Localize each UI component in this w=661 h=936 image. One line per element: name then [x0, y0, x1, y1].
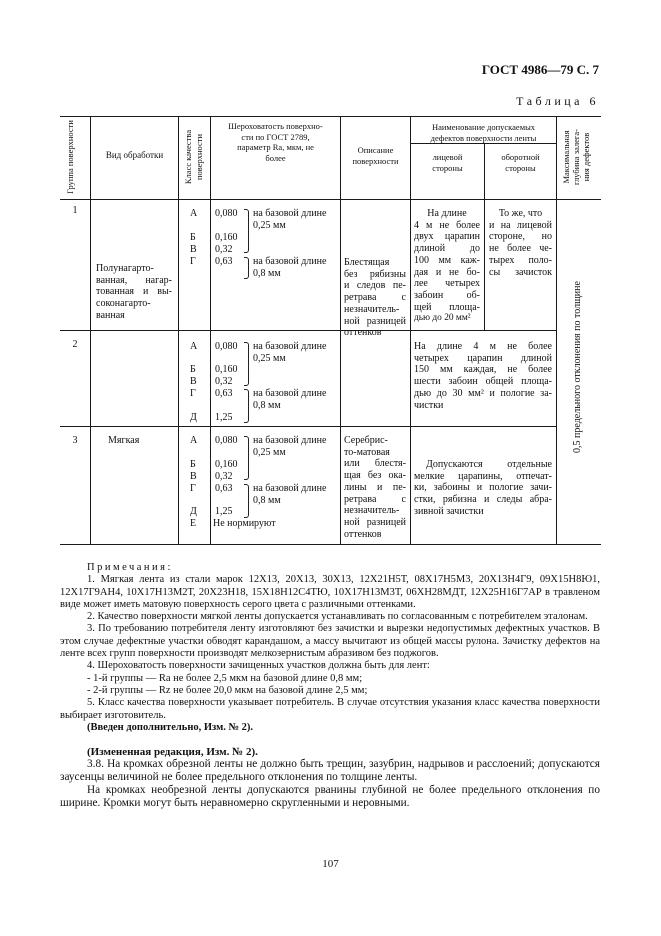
- defects-line: дью до 30 мм² и пологие за-: [414, 387, 552, 399]
- base-line: 0,25 мм: [253, 446, 286, 458]
- header-line: Максимальная: [561, 130, 571, 184]
- defects-line: шести забоин общей площа-: [414, 376, 552, 388]
- column-rule: [410, 116, 411, 544]
- page-header: ГОСТ 4986—79 С. 7: [481, 62, 599, 77]
- row2-class-a: А: [190, 341, 198, 352]
- brace: [244, 257, 249, 279]
- header-line: Описание: [357, 145, 394, 155]
- header-line: поверхности: [352, 155, 399, 166]
- row2-value-g: 0,63: [215, 388, 233, 399]
- face-line: На длине: [427, 208, 467, 219]
- row3-value-g: 0,63: [215, 483, 233, 494]
- note-4a: - 1-й группы — Ra не более 2,5 мкм на базовой длине 0,8 мм;: [87, 672, 363, 684]
- column-rule: [556, 116, 557, 544]
- back-line: и на лицевой: [489, 219, 552, 231]
- defects-line: 150 мм каждая, не более: [414, 364, 552, 376]
- kind-line: соконагарто-: [96, 298, 151, 310]
- row1-value-b: 0,160: [215, 232, 238, 243]
- face-side-header: [411, 152, 484, 173]
- base-line: 0,8 мм: [253, 494, 281, 506]
- kind-line: Полунагарто-: [96, 263, 154, 274]
- row1-face-defects: [414, 208, 480, 325]
- row2-value-b: 0,160: [215, 364, 238, 375]
- row2-value-a: 0,080: [215, 341, 238, 352]
- defects-line: стки, рябизна и следы абра-: [414, 494, 552, 506]
- row12-description: [344, 257, 406, 339]
- base-line: 0,25 мм: [253, 219, 286, 231]
- column-rule: [90, 116, 91, 544]
- row-divider: [60, 426, 556, 427]
- column-rule: [178, 116, 179, 544]
- notes-section: [60, 562, 600, 810]
- row3-class-b: Б: [190, 459, 196, 470]
- header-line: ния дефектов: [581, 132, 591, 182]
- row1-base-a: [253, 208, 326, 231]
- clause-3-8: 3.8. На кромках обрезной ленты не должно быть трещин, зазубрин, надрывов и расслоений; допускаются заусенцы величиной не более предельного отклонения по толщине ленты.: [60, 758, 600, 784]
- header-line: более: [265, 152, 286, 163]
- header-line: стороны: [432, 162, 463, 173]
- page-number: 107: [322, 858, 339, 870]
- header-line: Шероховатость поверхно-: [228, 121, 323, 131]
- back-side-header: [485, 152, 556, 173]
- row3-value-v: 0,32: [215, 471, 233, 482]
- base-line: 0,8 мм: [253, 267, 281, 279]
- desc-line: и следов пе-: [344, 280, 406, 292]
- note-3: 3. По требованию потребителя ленту изготовляют без зачистки и вырезки недопустимых дефектных участков. В этом случае дефектные участки обводят карандашом, а массу вычитают из общей массы рулона. Зачистку дефектов на ленте всех групп поверхности производят мелкозернистым абразивом без поджогов.: [60, 623, 600, 660]
- row3-class-v: В: [190, 471, 197, 482]
- row1-value-g: 0,63: [215, 256, 233, 267]
- row1-value-a: 0,080: [215, 208, 238, 219]
- row3-class-a: А: [190, 435, 198, 446]
- base-line: на базовой длине: [253, 435, 327, 446]
- desc-line: ной разницей: [344, 516, 406, 528]
- max-depth-column-header: [561, 121, 591, 193]
- header-line: лицевой: [432, 152, 463, 162]
- row2-base-b: [253, 388, 326, 411]
- base-line: 0,8 мм: [253, 399, 281, 411]
- defects-line: чистки: [414, 399, 444, 411]
- brace: [244, 389, 249, 423]
- defects-line: Допускаются отдельные: [426, 459, 552, 470]
- note-amendment: (Введен дополнительно, Изм. № 2).: [87, 721, 254, 733]
- row3-base-a: [253, 435, 326, 458]
- class-column-header: Класс качества поверхности: [183, 129, 204, 185]
- header-line: стороны: [505, 162, 536, 173]
- desc-line: незначитель-: [344, 303, 400, 315]
- roughness-column-header: [212, 121, 339, 163]
- base-line: на базовой длине: [253, 208, 327, 219]
- row3-value-b: 0,160: [215, 459, 238, 470]
- face-line: лее четырех: [414, 278, 480, 290]
- row1-kind: [96, 263, 172, 322]
- defects-line: зивной зачистки: [414, 505, 484, 517]
- back-line: не более че-: [489, 243, 552, 255]
- row2-value-d: 1,25: [215, 412, 233, 423]
- row2-class-d: Д: [190, 412, 197, 423]
- face-line: длиной до: [414, 243, 480, 255]
- header-bottom-rule: [60, 199, 601, 200]
- defects-line: На длине 4 м не более: [414, 341, 552, 352]
- row2-value-v: 0,32: [215, 376, 233, 387]
- base-line: 0,25 мм: [253, 352, 286, 364]
- row3-class-d: Д: [190, 506, 197, 517]
- desc-line: ретрава с: [344, 292, 406, 304]
- row2-class-b: Б: [190, 364, 196, 375]
- row2-class-g: Г: [190, 388, 196, 399]
- notes-title: Примечания:: [87, 562, 173, 573]
- row1-class-g: Г: [190, 256, 196, 267]
- row3-value-e: Не нормируют: [213, 518, 276, 529]
- brace: [244, 436, 249, 480]
- row1-class-a: А: [190, 208, 198, 219]
- note-4b: - 2-й группы — Rz не более 20,0 мкм на базовой длине 2,5 мм;: [87, 684, 368, 696]
- row3-base-b: [253, 483, 326, 506]
- row1-class-b: Б: [190, 232, 196, 243]
- desc-line: щая без ока-: [344, 470, 406, 482]
- brace: [244, 209, 249, 253]
- row3-value-a: 0,080: [215, 435, 238, 446]
- desc-line: без рябизны: [344, 268, 406, 280]
- row1-class-v: В: [190, 244, 197, 255]
- face-line: дью до 20 мм²: [414, 313, 471, 324]
- desc-line: то-матовая: [344, 446, 390, 458]
- kind-line: тованная и вы-: [96, 286, 172, 298]
- row3-class-e: Е: [190, 518, 197, 529]
- note-4: 4. Шероховатость поверхности зачищенных участков должна быть для лент:: [87, 660, 430, 672]
- table-bottom-rule: [60, 544, 601, 545]
- back-line: сы зачисток: [489, 266, 552, 278]
- note-1: 1. Мягкая лента из стали марок 12Х13, 20Х13, 30Х13, 12Х21Н5Т, 08Х17Н5М3, 20Х13Н4Г9, 09Х15Н8Ю1, 12Х17Г9АН4, 10Х17Н13М2Т, 20Х23Н18, 15Х18Н12С4ТЮ, 10Х17Н13М3Т, 06ХН28МДТ, 12Х25Н16Г7АР в травленом виде может иметь матовую поверхность серого цвета с различными оттенками.: [60, 574, 600, 610]
- row2-defects: [414, 341, 552, 411]
- back-line: тырех поло-: [489, 254, 552, 266]
- back-line: То же, что: [498, 208, 543, 219]
- desc-line: незначитель-: [344, 505, 400, 517]
- defects-line: мелкие царапины, отпечат-: [414, 470, 552, 482]
- row2-base-a: [253, 341, 326, 364]
- face-line: дая и не бо-: [414, 266, 480, 278]
- row2-group: 2: [72, 339, 78, 350]
- desc-line: оттенков: [344, 327, 382, 339]
- header-line: сти по ГОСТ 2789,: [241, 131, 310, 142]
- row3-value-d: 1,25: [215, 506, 233, 517]
- defects-line: четырех царапин длиной: [414, 352, 552, 364]
- column-rule: [210, 116, 211, 544]
- column-rule: [340, 116, 341, 544]
- defects-line: ки, забоины и пологие зачи-: [414, 482, 552, 494]
- face-line: щей площа-: [414, 301, 480, 313]
- kind-column-header: Вид обработки: [105, 150, 164, 160]
- table-caption: Таблица 6: [516, 94, 599, 108]
- brace: [244, 484, 249, 518]
- header-line: дефектов поверхности ленты: [430, 132, 537, 143]
- max-depth-value: 0,5 предельного отклонения по толщине: [572, 281, 583, 453]
- back-line: стороне, но: [489, 231, 552, 243]
- brace: [244, 342, 249, 386]
- base-line: на базовой длине: [253, 388, 327, 399]
- edition-note: (Измененная редакция, Изм. № 2).: [87, 746, 258, 759]
- base-line: на базовой длине: [253, 483, 327, 494]
- face-line: 100 мм каж-: [414, 254, 480, 266]
- row1-back-defects: [489, 208, 552, 278]
- row3-kind: Мягкая: [108, 435, 140, 446]
- note-5: 5. Класс качества поверхности указывает потребитель. В случае отсутствия указания класс качества поверхности выбирает изготовитель.: [60, 697, 600, 721]
- desc-line: ной разницей: [344, 315, 406, 327]
- desc-line: лины и пе-: [344, 481, 406, 493]
- note-2: 2. Качество поверхности мягкой ленты допускается устанавливать по согласованным с потребителем эталонам.: [87, 611, 588, 623]
- desc-line: Блестящая: [344, 257, 390, 268]
- row1-base-b: [253, 256, 326, 279]
- row1-group: 1: [72, 205, 78, 216]
- description-column-header: [341, 145, 410, 166]
- row3-defects: [414, 459, 552, 518]
- header-line: параметр Ra, мкм, не: [237, 142, 314, 152]
- row3-group: 3: [72, 435, 78, 446]
- face-line: 4 м не более: [414, 219, 480, 231]
- defects-subheader-rule: [410, 143, 556, 144]
- desc-line: ретрава с: [344, 493, 406, 505]
- desc-line: или блестя-: [344, 458, 406, 470]
- kind-line: ванная: [96, 309, 125, 321]
- face-line: двух царапин: [414, 231, 480, 243]
- row-divider: [60, 330, 556, 331]
- group-column-header: Группа поверхности: [65, 120, 75, 194]
- desc-line: Серебрис-: [344, 435, 388, 446]
- kind-line: ванная, нагар-: [96, 274, 172, 286]
- row3-description: [344, 435, 406, 540]
- defects-column-header: [411, 122, 556, 143]
- row3-class-g: Г: [190, 483, 196, 494]
- row1-value-v: 0,32: [215, 244, 233, 255]
- header-line: оборотной: [501, 152, 540, 162]
- base-line: на базовой длине: [253, 256, 327, 267]
- row2-class-v: В: [190, 376, 197, 387]
- header-line: Наименование допускаемых: [431, 122, 536, 132]
- table-top-rule: [60, 116, 601, 117]
- base-line: на базовой длине: [253, 341, 327, 352]
- face-line: забоин об-: [414, 289, 480, 301]
- desc-line: оттенков: [344, 528, 382, 540]
- header-line: глубина залега-: [571, 128, 581, 186]
- clause-3-8-cont: На кромках необрезной ленты допускаются рванины глубиной не более предельного отклонения по ширине. Кромки могут быть неравномерно скругленными и неровными.: [60, 784, 600, 810]
